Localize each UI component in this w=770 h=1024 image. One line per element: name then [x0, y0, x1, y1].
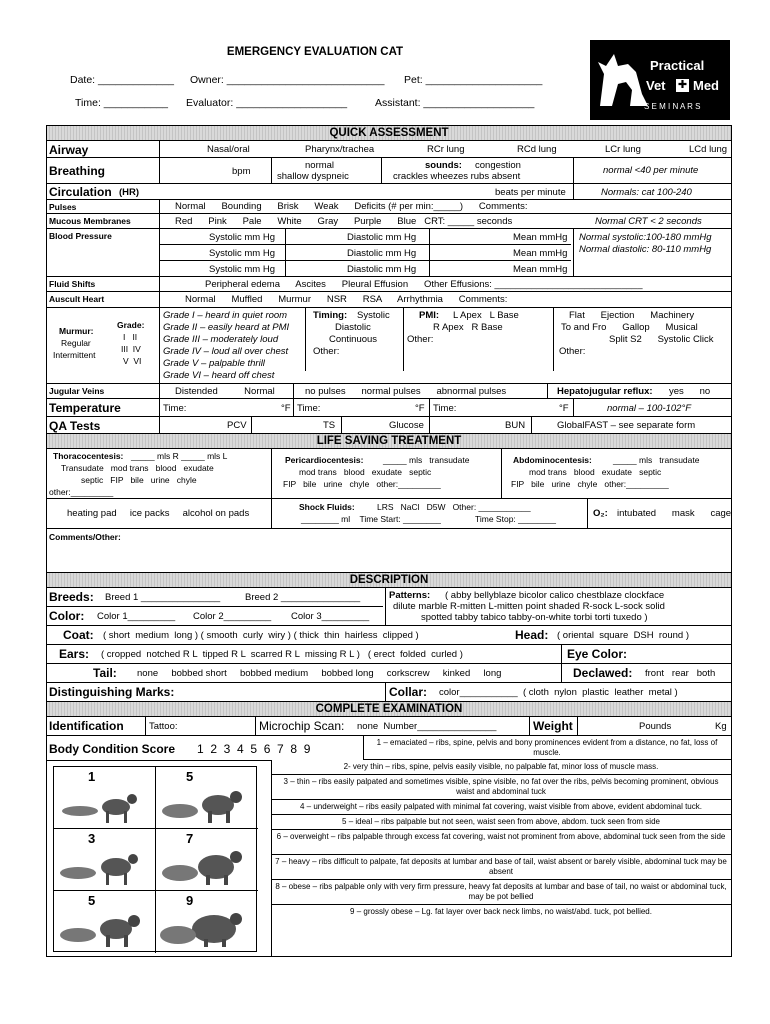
pulses-row: Pulses Normal Bounding Brisk Weak Deficits (# per min:_____) Comments:: [47, 200, 731, 214]
underweight-cat-icon: [54, 829, 154, 889]
airway-row: Airway Nasal/oral Pharynx/trachea RCr lung RCd lung LCr lung LCd lung: [47, 141, 731, 158]
quick-assessment-header: QUICK ASSESSMENT: [47, 126, 731, 141]
murmur-row: Murmur: Regular Intermittent Grade: I II III IV V VI Grade I – heard in quiet room Grade II – easily heard at PMI Grade III – moderately loud Grade IV – loud all over chest Grade V – palpable thrill Grade VI – heard off chest Timing: Systolic Diastolic Continuous Other: PMI: L Apex L Base R Apex R Base Other: Flat Ejection Machinery To and Fro Gallop Musical Split S2 Systolic Click Other:: [47, 308, 731, 384]
treatment-row: heating pad ice packs alcohol on pads Shock Fluids: LRS NaCl D5W Other: ___________ ________ ml Time Start: ________ Time Stop: ________ O₂: intubated mask cage: [47, 499, 731, 529]
cat-illustration: 1: [54, 767, 156, 829]
quick-assessment-section: [46, 125, 732, 957]
body-condition-row: Body Condition Score 1 2 3 4 5 6 7 8 9 1 5 3 7 5 9 1 – emaciated – ribs, spine, pelvis and bony prominences evident from a distance, no fat, loss of muscle. 2- very thin – ribs, spine, pelvis easily visible, no palpable fat, minor loss of muscle mass. 3 – thin – ribs easily palpated and sometimes visible, spine visible, no fat over the ribs, pelvis becoming prominent, obvious waist and abdominal tuck 4 – underweight – ribs easily palpated with minimal fat covering, waist visible from above, evident abdominal tuck. 5 – ideal – ribs palpable but not seen, waist seen from above, abdom. tuck seen from side 6 – overweight – ribs palpable through excess fat covering, waist not prominent from above, abdominal tuck seen from the side 7 – heavy – ribs difficult to palpate, fat deposits at lumbar and base of tail, waist absent or barely visible, abdominal tuck may be absent 8 – obese – ribs palpable only with very firm pressure, heavy fat deposits at lumbar and base of tail, no waist or abdominal tuck, may be pot bellied 9 – grossly obese – Lg. fat layer over back neck limbs, no waist/abd. tuck, pot bellied.: [47, 736, 731, 956]
breeds-color-row: Breeds: Breed 1 _______________ Breed 2 _______________ Color: Color 1_________ Color 2_________ Color 3_________ Patterns: ( abby bellyblaze bicolor calico chestblaze clockface dilute marble R-mitten L-mitten point shaded R-sock L-sock solid spotted tabby tabico tabby-on-white torbi torti tuxedo ): [47, 588, 731, 626]
evaluator-field[interactable]: Evaluator: ___________________: [186, 97, 348, 109]
ideal-cat-icon: [156, 767, 256, 827]
coat-head-row: Coat: ( short medium long ) ( smooth curly wiry ) ( thick thin hairless clipped ) Head: ( oriental square DSH round ): [47, 626, 731, 645]
heavy-cat-icon: [156, 829, 256, 889]
identification-row: Identification Tattoo: Microchip Scan: none Number_______________ Weight Pounds Kg: [47, 717, 731, 736]
ideal-cat-icon: [54, 891, 154, 951]
heart-cross-icon: ✚: [677, 79, 688, 91]
qa-tests-row: QA Tests PCV TS Glucose BUN GlobalFAST – see separate form: [47, 417, 731, 434]
cat-illustration: 3: [54, 829, 156, 891]
breathing-row: Breathing bpm normal shallow dyspneic sounds: congestion crackles wheezes rubs absent normal <40 per minute: [47, 158, 731, 184]
auscult-heart-row: Auscult Heart Normal Muffled Murmur NSR RSA Arrhythmia Comments:: [47, 292, 731, 308]
blood-pressure-row: Blood Pressure Systolic mm Hg Systolic mm Hg Systolic mm Hg Diastolic mm Hg Diastolic mm Hg Diastolic mm Hg Mean mmHg Mean mmHg Mean mmHg Normal systolic:100-180 mmHg Normal diastolic: 80-110 mmHg: [47, 229, 731, 277]
jugular-veins-row: Jugular Veins Distended Normal no pulses normal pulses abnormal pulses Hepatojugular reflux: yes no: [47, 384, 731, 399]
obese-cat-icon: [156, 891, 256, 951]
marks-collar-row: Distinguishing Marks: Collar: color___________ ( cloth nylon plastic leather metal ): [47, 683, 731, 702]
description-header: DESCRIPTION: [47, 573, 731, 588]
circulation-row: Circulation (HR) beats per minute Normals: cat 100-240: [47, 184, 731, 200]
complete-exam-header: COMPLETE EXAMINATION: [47, 702, 731, 717]
cat-illustration: 5: [54, 891, 156, 953]
life-saving-header: LIFE SAVING TREATMENT: [47, 434, 731, 449]
time-field[interactable]: Time: ___________: [75, 97, 169, 109]
temperature-row: Temperature Time: °F Time: °F Time: °F normal – 100-102°F: [47, 399, 731, 417]
dog-cat-silhouette-icon: [592, 44, 652, 114]
assistant-field[interactable]: Assistant: ___________________: [375, 97, 535, 109]
comments-row[interactable]: Comments/Other:: [47, 529, 731, 573]
date-field[interactable]: Date: _____________: [70, 74, 174, 86]
cat-illustration: 5: [156, 767, 258, 829]
bcs-cat-images: [53, 766, 257, 952]
page-title: EMERGENCY EVALUATION CAT: [226, 46, 404, 58]
practical-vet-med-logo: Practical Vet ✚ Med S E M I N A R S: [590, 40, 730, 120]
owner-field[interactable]: Owner: ___________________________: [190, 74, 385, 86]
ears-eyecolor-row: Ears: ( cropped notched R L tipped R L scarred R L missing R L ) ( erect folded curled ) Eye Color:: [47, 645, 731, 664]
tail-declawed-row: Tail: none bobbed short bobbed medium bobbed long corkscrew kinked long Declawed: front rear both: [47, 664, 731, 683]
cat-illustration: 9: [156, 891, 258, 953]
cat-illustration: 7: [156, 829, 258, 891]
thin-cat-icon: [54, 767, 154, 827]
pet-field[interactable]: Pet: ____________________: [404, 74, 543, 86]
bcs-descriptions: 1 – emaciated – ribs, spine, pelvis and bony prominences evident from a distance, no fat, loss of muscle. 2- very thin – ribs, spine, pelvis easily visible, no palpable fat, minor loss of muscle mass. 3 – thin – ribs easily palpated and sometimes visible, spine visible, no fat over the ribs, pelvis becoming prominent, obvious waist and abdominal tuck 4 – underweight – ribs easily palpated with minimal fat covering, waist visible from above, evident abdominal tuck. 5 – ideal – ribs palpable but not seen, waist seen from above, abdom. tuck seen from side 6 – overweight – ribs palpable through excess fat covering, waist not prominent from above, abdominal tuck seen from the side 7 – heavy – ribs difficult to palpate, fat deposits at lumbar and base of tail, waist absent or barely visible, abdominal tuck may be absent 8 – obese – ribs palpable only with very firm pressure, heavy fat deposits at lumbar and base of tail, no waist or abdominal tuck, may be pot bellied 9 – grossly obese – Lg. fat layer over back neck limbs, no waist/abd. tuck, pot bellied.: [271, 736, 731, 956]
fluid-shifts-row: Fluid Shifts Peripheral edema Ascites Pleural Effusion Other Effusions: ____________________________: [47, 277, 731, 292]
mucous-membranes-row: Mucous Membranes Red Pink Pale White Gray Purple Blue CRT: _____ seconds Normal CRT < 2 seconds: [47, 214, 731, 229]
centesis-row: Thoracocentesis: _____ mls R _____ mls L Transudate mod trans blood exudate septic FIP bile urine chyle other:_________ Pericardiocentesis: _____ mls transudate mod trans blood exudate septic FIP bile urine chyle other:_________ Abdominocentesis: _____ mls transudate mod trans blood exudate septic FIP bile urine chyle other:_________: [47, 449, 731, 499]
